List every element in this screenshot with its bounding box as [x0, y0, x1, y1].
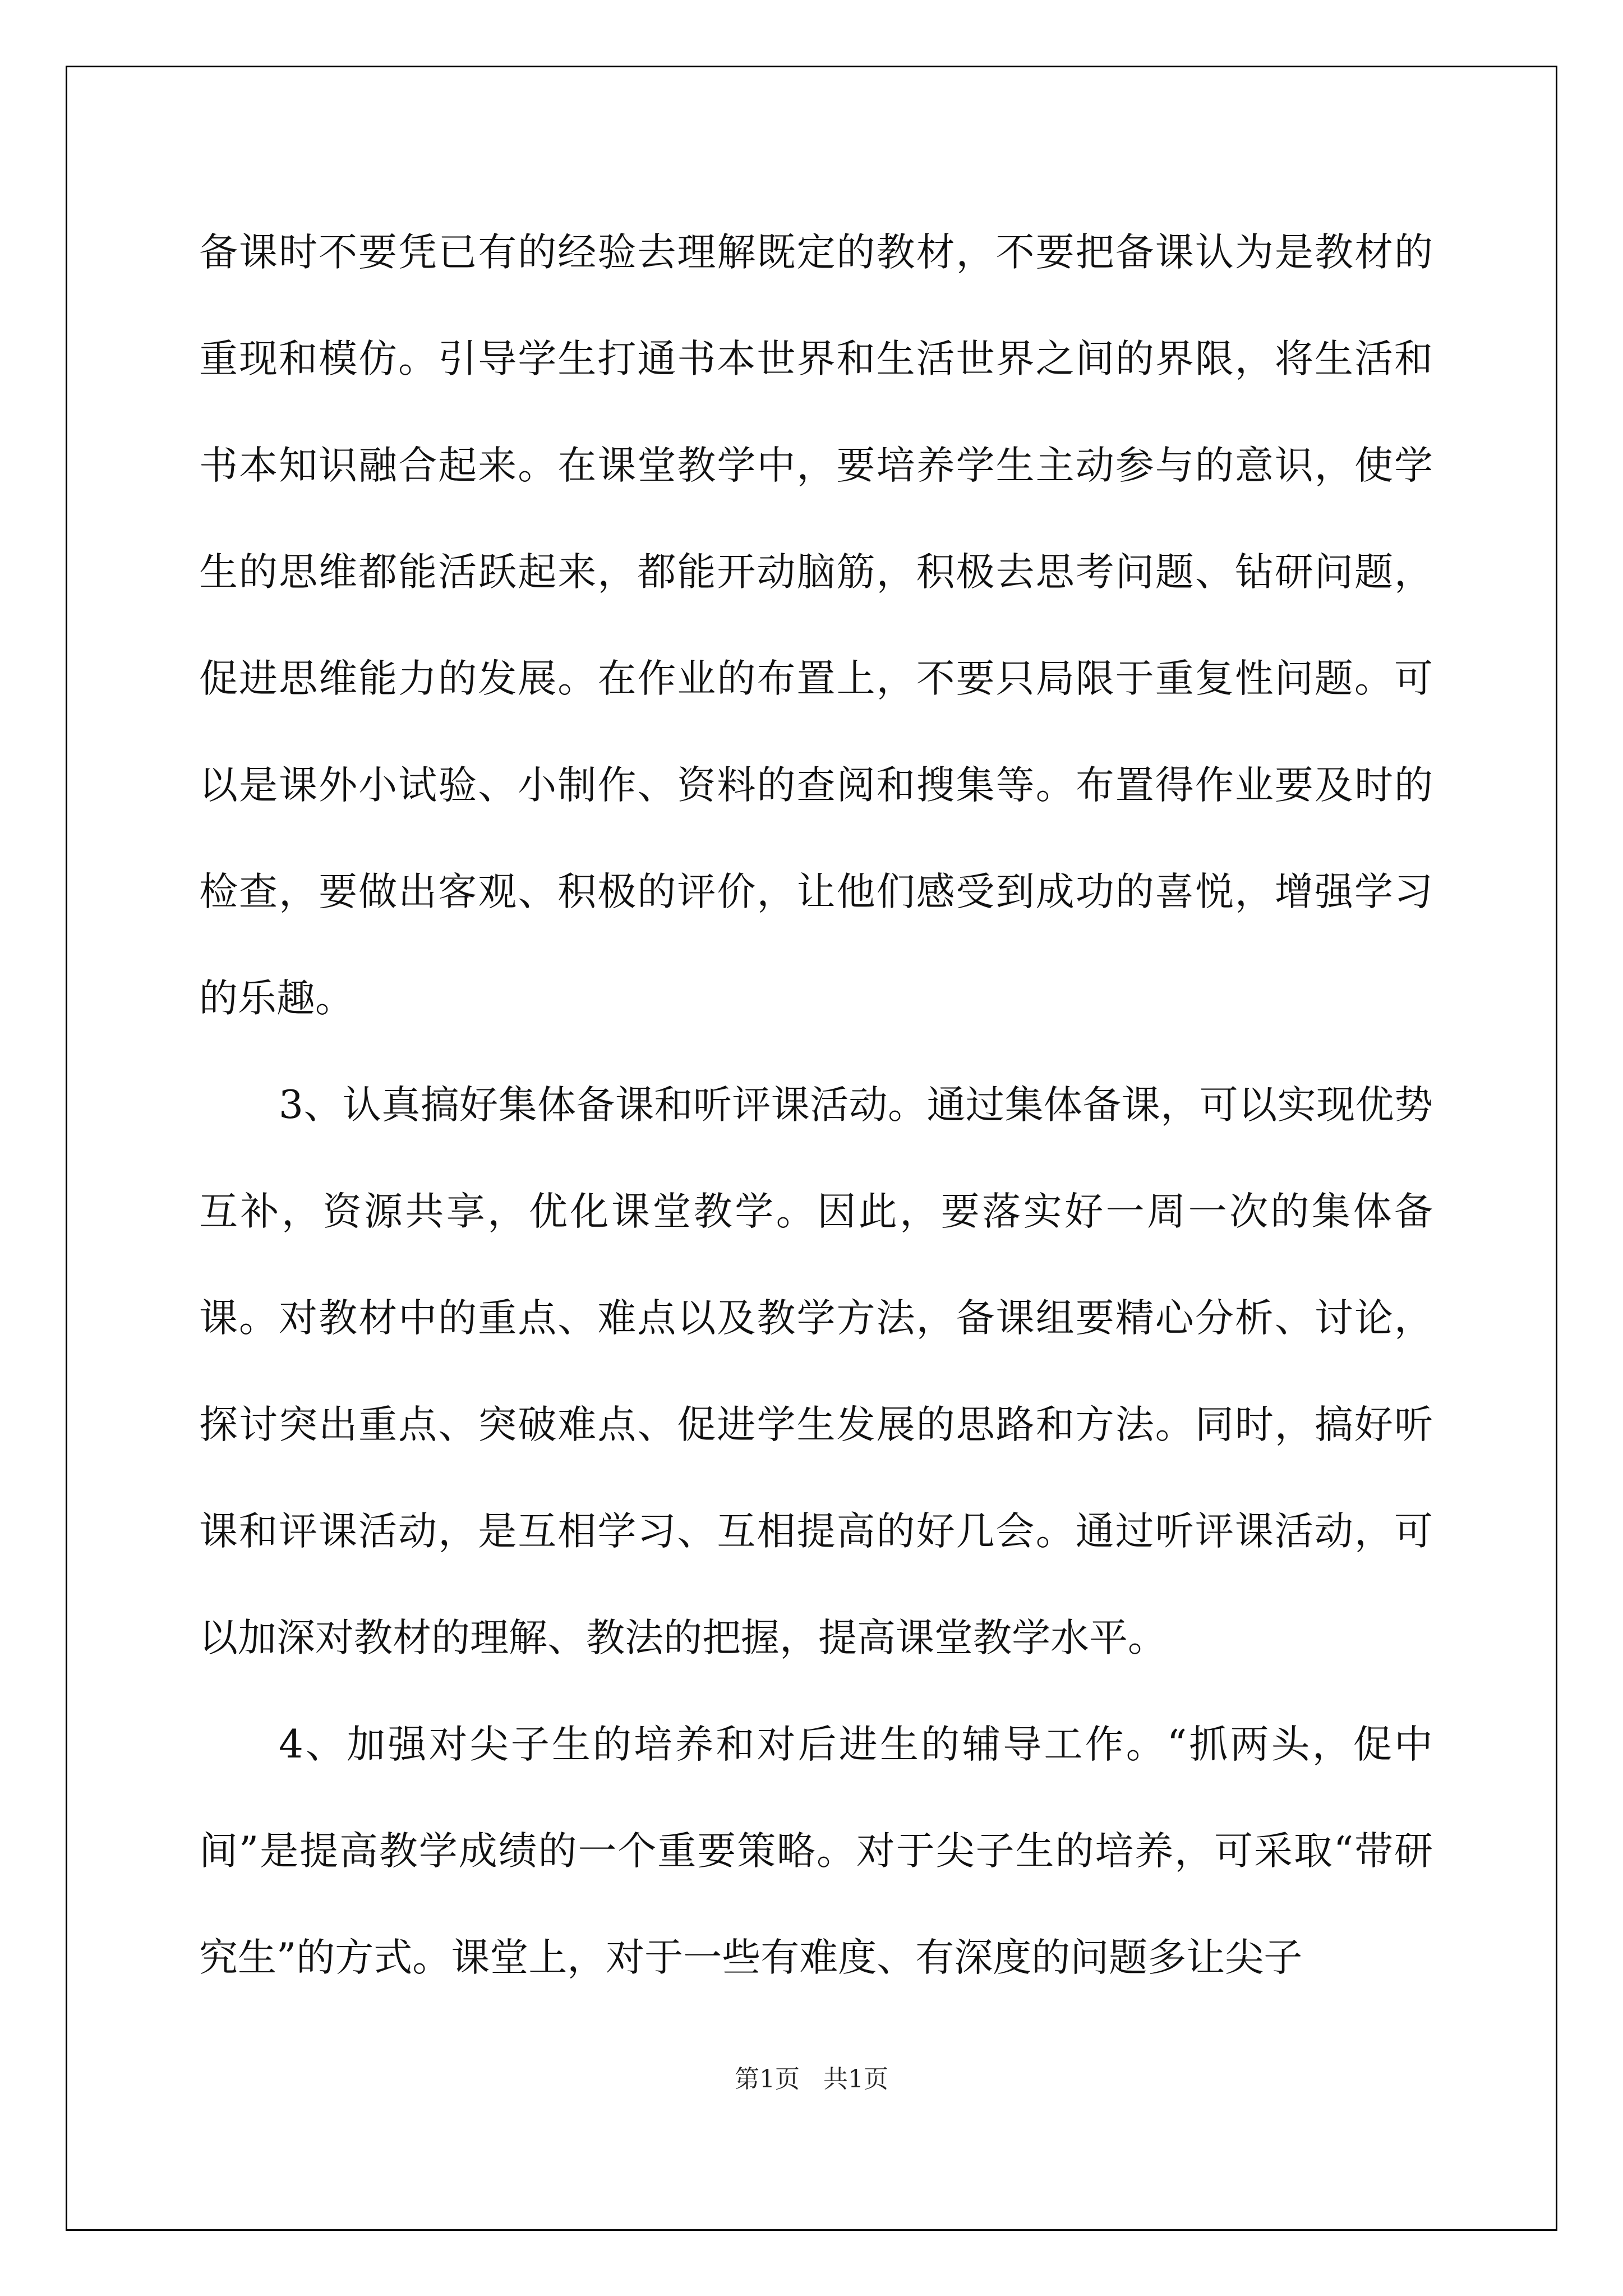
paragraph-2: 3、认真搞好集体备课和听评课活动。通过集体备课，可以实现优势互补，资源共享，优化课堂教学。因此，要落实好一周一次的集体备课。对教材中的重点、难点以及教学方法，备课组要精心分析、讨论，探讨突出重点、突破难点、促进学生发展的思路和方法。同时，搞好听课和评课活动，是互相学习、互相提高的好几会。通过听评课活动，可以加深对教材的理解、教法的把握，提高课堂教学水平。 [199, 1083, 1433, 1660]
document-body [199, 199, 1433, 2011]
paragraph-1: 备课时不要凭已有的经验去理解既定的教材，不要把备课认为是教材的重现和模仿。引导学生打通书本世界和生活世界之间的界限，将生活和书本知识融合起来。在课堂教学中，要培养学生主动参与的意识，使学生的思维都能活跃起来，都能开动脑筋，积极去思考问题、钻研问题，促进思维能力的发展。在作业的布置上，不要只局限于重复性问题。可以是课外小试验、小制作、资料的查阅和搜集等。布置得作业要及时的检查，要做出客观、积极的评价，让他们感受到成功的喜悦，增强学习的乐趣。 [199, 230, 1433, 1021]
paragraph-3: 4、加强对尖子生的培养和对后进生的辅导工作。“抓两头，促中间”是提高教学成绩的一个重要策略。对于尖子生的培养，可采取“带研究生”的方式。课堂上，对于一些有难度、有深度的问题多让尖子 [199, 1722, 1433, 1980]
page-footer: 第1页 共1页 [735, 2065, 888, 2093]
